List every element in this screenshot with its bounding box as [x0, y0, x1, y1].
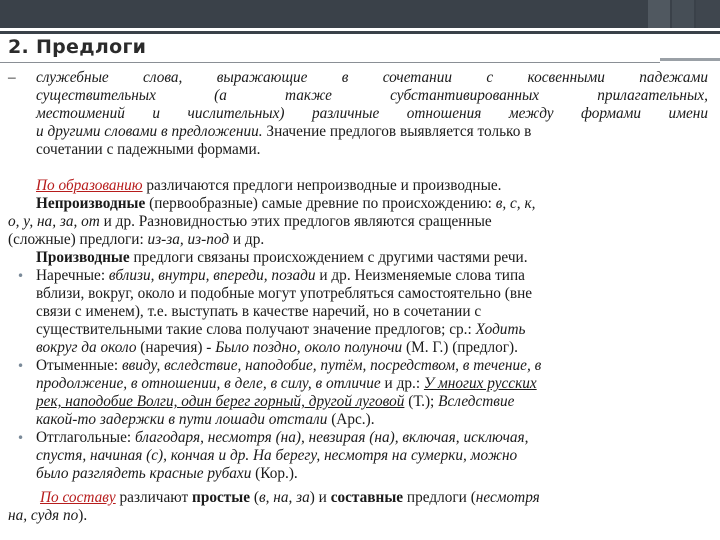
bullet-line: связи с именем), т.е. выступать в качестве наречий, но в сочетании с	[36, 303, 482, 320]
bullet-line	[36, 375, 537, 393]
paragraph-text: (наречия) -	[136, 339, 216, 356]
example-text: несмотря	[475, 489, 540, 506]
paragraph-formation	[36, 177, 502, 195]
example-text: ввиду, вследствие, наподобие, путём, посредством, в течение, в	[122, 357, 542, 374]
paragraph-text: ) и	[309, 489, 331, 506]
term-derived: Производные	[36, 249, 130, 266]
paragraph-text: предлоги (	[403, 489, 476, 506]
definition-line	[36, 123, 708, 141]
paragraph-text: (сложные) предлоги:	[8, 231, 148, 248]
bullet-label: Наречные:	[36, 267, 109, 284]
paragraph-text: (Т.);	[404, 393, 439, 410]
paragraph-line	[8, 213, 492, 231]
definition-text: и другими словами в предложении.	[36, 123, 263, 140]
bullet-denominal	[36, 357, 541, 375]
example-text: продолжение, в отношении, в деле, в силу, в отличие	[36, 375, 381, 392]
bullet-label: Отглагольные:	[36, 429, 135, 446]
paragraph-nonderived	[36, 195, 535, 213]
bullet-line	[36, 321, 525, 339]
definition-text: Значение предлогов выявляется только в	[266, 123, 532, 140]
paragraph-composition	[40, 489, 540, 507]
bullet-line: вблизи, вокруг, около и подобные могут употребляться самостоятельно (вне	[36, 285, 533, 302]
example-text: было разглядеть красные рубахи	[36, 465, 252, 482]
definition-dash: –	[8, 69, 16, 86]
paragraph-text: (	[250, 489, 259, 506]
example-text: в, на, за	[258, 489, 310, 506]
example-text: о, у, на, за, от	[8, 213, 100, 230]
example-text: на, судя по	[8, 507, 79, 524]
example-text: Было поздно, около полуночи	[215, 339, 403, 356]
bullet-line	[36, 339, 518, 357]
paragraph-text: ).	[78, 507, 88, 524]
paragraph-text: и др.	[229, 231, 265, 248]
definition-line: сочетании с падежными формами.	[36, 141, 261, 158]
paragraph-text: (Арс.).	[327, 411, 375, 428]
term-nonderived: Непроизводные	[36, 195, 146, 212]
formation-link[interactable]: По образованию	[36, 177, 143, 194]
paragraph-text: и др. Разновидностью этих предлогов являются сращенные	[99, 213, 492, 230]
example-text: благодаря, несмотря (на), невзирая (на), включая, исключая,	[134, 429, 529, 446]
example-text: какой-то задержки в пути лошади отстали	[36, 411, 328, 428]
example-text: рек, наподобие Волги, один берег горный, другой луговой	[36, 393, 405, 410]
paragraph-text: (Кор.).	[251, 465, 298, 482]
paragraph-line	[8, 231, 264, 249]
bullet-deverbal	[36, 429, 528, 447]
bullet-icon: •	[17, 359, 25, 373]
paragraph-text: и др.:	[380, 375, 424, 392]
term-compound: составные	[330, 489, 404, 506]
paragraph-derived	[36, 249, 528, 267]
bullet-icon: •	[17, 269, 25, 283]
paragraph-text: предлоги связаны происхождением с другими частями речи.	[129, 249, 528, 266]
paragraph-text: существительными такие слова получают значение предлогов; ср.:	[36, 321, 476, 338]
example-text: вокруг да около	[36, 339, 137, 356]
paragraph-line	[8, 507, 87, 525]
bullet-line	[36, 393, 514, 411]
example-text: Вследствие	[438, 393, 515, 410]
example-text: У многих русских	[423, 375, 537, 392]
definition-line: служебные слова, выражающие в сочетании с косвенными падежами	[36, 69, 708, 86]
example-text: Ходить	[475, 321, 526, 338]
example-text: вблизи, внутри, впереди, позади	[108, 267, 316, 284]
bullet-line: спустя, начиная (с), кончая и др. На берегу, несмотря на сумерки, можно	[36, 447, 518, 464]
slide-title: 2. Предлоги	[8, 36, 147, 58]
composition-link[interactable]: По составу	[40, 489, 116, 506]
example-text: в, с, к,	[495, 195, 536, 212]
term-simple: простые	[192, 489, 251, 506]
bullet-label: Отыменные:	[36, 357, 122, 374]
bullet-icon: •	[17, 431, 25, 445]
bullet-adverbial	[36, 267, 525, 285]
bullet-line	[36, 411, 375, 429]
bullet-line	[36, 465, 298, 483]
paragraph-text: различают	[115, 489, 193, 506]
definition-line: существительных (а также субстантивированных прилагательных,	[36, 87, 708, 104]
example-text: из-за, из-под	[147, 231, 230, 248]
paragraph-text: и др. Неизменяемые слова типа	[315, 267, 525, 284]
definition-line: местоимений и числительных) различные отношения между формами имени	[36, 105, 708, 122]
paragraph-text: (первообразные) самые древние по происхождению:	[145, 195, 496, 212]
paragraph-text: (М. Г.) (предлог).	[402, 339, 518, 356]
paragraph-text: различаются предлоги непроизводные и производные.	[142, 177, 502, 194]
